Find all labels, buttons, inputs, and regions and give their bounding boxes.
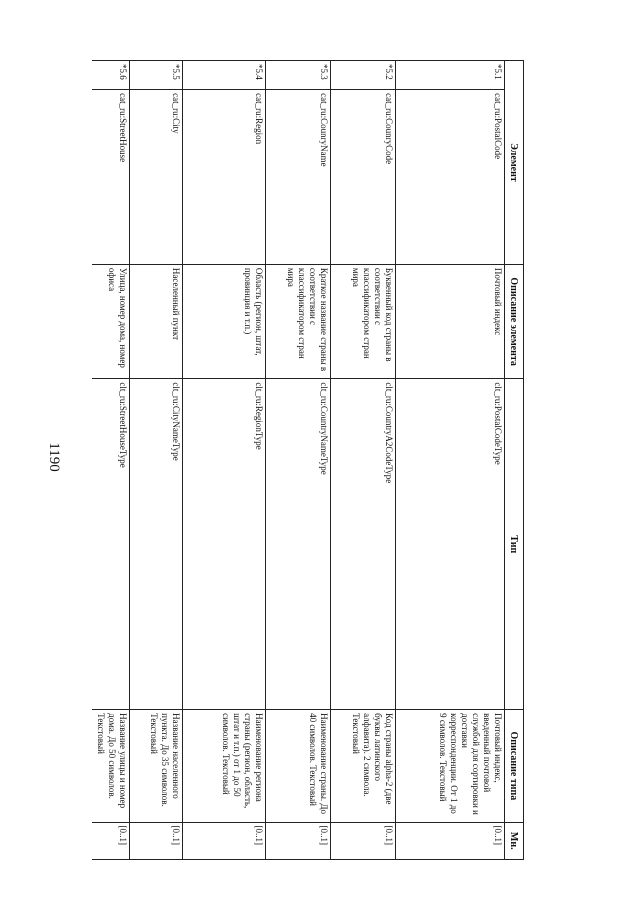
row-element: cat_ru:StreetHouse bbox=[92, 90, 130, 265]
table-row bbox=[130, 61, 183, 860]
row-element-description: Населенный пункт bbox=[130, 264, 183, 378]
row-type: clt_ru:RegionType bbox=[183, 379, 266, 710]
row-type: clt_ru:CountryNameType bbox=[266, 379, 331, 710]
row-number: *5.1 bbox=[396, 61, 505, 90]
rotated-table-frame bbox=[92, 60, 524, 860]
row-mn: [0..1] bbox=[130, 822, 183, 859]
header-mn: Мн. bbox=[505, 822, 524, 859]
header-element-description: Описание элемента bbox=[505, 264, 524, 378]
row-element: cat_ru:Region bbox=[183, 90, 266, 265]
row-type-description: Почтовый индекс, введенный почтовой службой для сортировки и доставки корреспонденции. От 1 до 9 символов. Текстовый bbox=[396, 710, 505, 822]
row-element-description: Буквенный код страны в соответствии с классификатором стран мира bbox=[331, 264, 396, 378]
row-mn: [0..1] bbox=[266, 822, 331, 859]
row-type-description: Наименование региона страны (регион, область, штат и т.п.) от 1 до 50 символов. Текстовый bbox=[183, 710, 266, 822]
table-row bbox=[396, 61, 505, 860]
row-type: clt_ru:CountryA2CodeType bbox=[331, 379, 396, 710]
row-element-description: Область (регион, штат, провинция и т.п.) bbox=[183, 264, 266, 378]
row-element: cat_ru:PostalCode bbox=[396, 90, 505, 265]
row-element-description: Почтовый индекс bbox=[396, 264, 505, 378]
table-row bbox=[331, 61, 396, 860]
row-mn: [0..1] bbox=[183, 822, 266, 859]
table-container bbox=[92, 60, 524, 860]
header-type-description: Описание типа bbox=[505, 710, 524, 822]
row-number: *5.4 bbox=[183, 61, 266, 90]
row-number: *5.2 bbox=[331, 61, 396, 90]
header-type: Тип bbox=[505, 379, 524, 710]
row-element-description: Улица, номер дома, номер офиса bbox=[92, 264, 130, 378]
spec-table bbox=[92, 60, 524, 860]
row-type-description: Наименование страны. До 40 символов. Текстовый bbox=[266, 710, 331, 822]
row-number: *5.3 bbox=[266, 61, 331, 90]
row-mn: [0..1] bbox=[92, 822, 130, 859]
row-type: clt_ru:PostalCodeType bbox=[396, 379, 505, 710]
row-type: clt_ru:CityNameType bbox=[130, 379, 183, 710]
table-row bbox=[266, 61, 331, 860]
row-number: *5.6 bbox=[92, 61, 130, 90]
table-header-row bbox=[505, 61, 524, 860]
header-element: Элемент bbox=[505, 61, 524, 265]
row-element: cat_ru:CounryCode bbox=[331, 90, 396, 265]
row-number: *5.5 bbox=[130, 61, 183, 90]
row-type-description: Название населенного пункта. До 35 символов. Текстовый bbox=[130, 710, 183, 822]
row-element: cat_ru:City bbox=[130, 90, 183, 265]
row-element-description: Краткое название страны в соответствии с классификатором стран мира bbox=[266, 264, 331, 378]
table-row bbox=[183, 61, 266, 860]
row-type-description: Код страны alpha-2 (две буквы латинского алфавита). 2 символа. Текстовый bbox=[331, 710, 396, 822]
table-row bbox=[92, 61, 130, 860]
row-element: cat_ru:CounryName bbox=[266, 90, 331, 265]
row-type-description: Название улицы и номер дома. До 50 символов. Текстовый bbox=[92, 710, 130, 822]
row-mn: [0..1] bbox=[331, 822, 396, 859]
page-number: 1190 bbox=[46, 442, 62, 472]
row-mn: [0..1] bbox=[396, 822, 505, 859]
row-type: clt_ru:StreetHouseType bbox=[92, 379, 130, 710]
